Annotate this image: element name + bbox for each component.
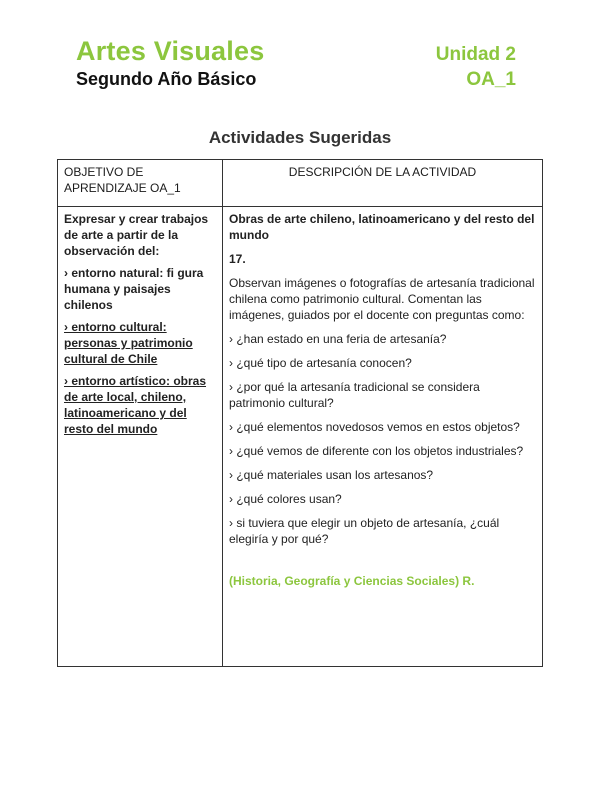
question-item: › si tuviera que elegir un objeto de artesanía, ¿cuál elegiría y por qué? — [229, 516, 500, 546]
title-row — [76, 36, 516, 67]
objective-item-natural: › entorno natural: fi gura humana y paisajes chilenos — [64, 266, 204, 312]
objective-header-cell — [58, 160, 223, 207]
unit-label: Unidad 2 — [435, 44, 516, 65]
objective-cell — [58, 207, 223, 667]
table-row — [58, 207, 543, 667]
activities-table — [57, 159, 543, 667]
question-item: › ¿qué vemos de diferente con los objetos industriales? — [229, 444, 524, 458]
question-item: › ¿qué tipo de artesanía conocen? — [229, 356, 412, 370]
oa-label: OA_1 — [466, 69, 516, 90]
page-header — [76, 36, 516, 91]
question-item: › ¿qué materiales usan los artesanos? — [229, 468, 434, 482]
subject-title: Artes Visuales — [76, 36, 265, 66]
subtitle-row — [76, 69, 516, 91]
objective-item-artistic: › entorno artístico: obras de arte local, chileno, latinoamericano y del resto del mundo — [64, 374, 207, 436]
activity-cell — [223, 207, 543, 667]
objective-item-cultural: › entorno cultural: personas y patrimonio cultural de Chile — [64, 320, 193, 366]
activity-title: Obras de arte chileno, latinoamericano y del resto del mundo — [229, 212, 535, 242]
section-title: Actividades Sugeridas — [208, 128, 392, 147]
question-item: › ¿qué elementos novedosos vemos en estos objetos? — [229, 420, 520, 434]
activity-description: Observan imágenes o fotografías de artesanía tradicional chilena como patrimonio cultural. Comentan las imágenes, guiados por el docente con preguntas como: — [229, 276, 535, 322]
activity-number: 17. — [229, 252, 246, 266]
table-header-row — [58, 160, 543, 207]
objective-header: OBJETIVO DE APRENDIZAJE OA_1 — [64, 165, 181, 195]
question-item: › ¿han estado en una feria de artesanía? — [229, 332, 447, 346]
objective-intro: Expresar y crear trabajos de arte a partir de la observación del: — [64, 212, 209, 258]
grade-subtitle: Segundo Año Básico — [76, 69, 257, 89]
question-item: › ¿qué colores usan? — [229, 492, 342, 506]
question-item: › ¿por qué la artesanía tradicional se considera patrimonio cultural? — [229, 380, 480, 410]
activity-header: DESCRIPCIÓN DE LA ACTIVIDAD — [288, 165, 477, 179]
activity-header-cell — [223, 160, 543, 207]
cross-reference: (Historia, Geografía y Ciencias Sociales) R. — [229, 574, 475, 588]
